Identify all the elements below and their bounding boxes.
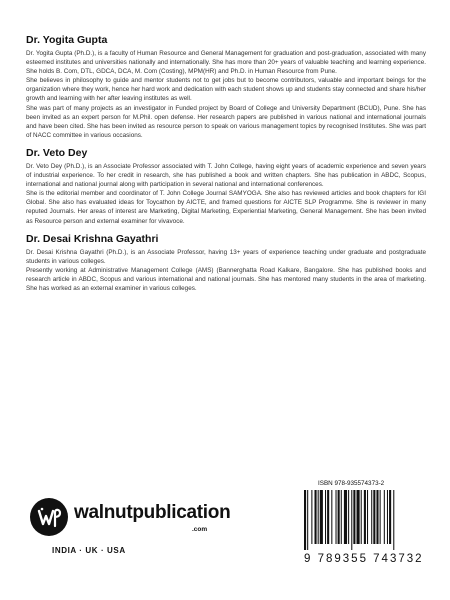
author-bio-paragraph: Dr. Veto Dey (Ph.D.), is an Associate Professor associated with T. John College, having eight years of academic experience and seven years of industrial experience. To her credit in research, she has published a book and written chapters. She has publication in ABDC, Scopus, international and national journal along with participation in several national and international conferences. <box>26 162 426 189</box>
publisher-logo <box>30 498 240 538</box>
author-section-yogita-gupta <box>26 34 426 140</box>
author-bio-paragraph: Dr. Yogita Gupta (Ph.D.), is a faculty of Human Resource and General Management for graduation and post-graduation, associated with many esteemed institutes and universities nationally and internationally. She has more than 20+ years of valuable teaching and learning experience. She holds B. Com, DTL, GDCA, DCA, M. Com (Costing), MPM(HR) and Ph.D. in Human Resource from Pune. <box>26 50 426 76</box>
isbn-label: ISBN 978-935574373-2 <box>318 480 385 487</box>
isbn-barcode <box>300 490 420 550</box>
publisher-name: walnutpublication <box>74 502 231 523</box>
author-bio-paragraph: She was part of many projects as an investigator in Funded project by Board of College and University Department (BCUD), Pune. She has been invited as an expert person for M.Phil. open defense. Her research papers are published in various national and international journals and have been cited. She has been invited as resource person to speak on various management topics by recognised Institutes. She was part of NACC committee in various occasions. <box>26 104 426 139</box>
author-name: Dr. Veto Dey <box>26 146 88 159</box>
author-bio-paragraph: She believes in philosophy to guide and mentor students not to get jobs but to become contributors, valuable and important beings for the organization where they work, hence her hard work and dedication with each student shows up and students stay connected and share his/her growth and learning with her after leaving institutes as well. <box>26 77 426 103</box>
back-cover-footer <box>0 478 450 600</box>
author-bios <box>26 34 426 300</box>
author-bio-paragraph: Presently working at Administrative Management College (AMS) (Bannerghatta Road Kalkare, Bangalore. She has published books and research article in ABDC, Scopus and various international and national journals. She has mentored many students in the area of marketing. She has worked as an external examiner in various colleges. <box>26 266 426 292</box>
author-bio-paragraph: Dr. Desai Krishna Gayathri (Ph.D.), is an Associate Professor, having 13+ years of experience teaching under graduate and postgraduate students in various colleges. <box>26 248 426 265</box>
author-section-veto-dey <box>26 147 426 226</box>
author-bio-paragraph: She is the editorial member and coordinator of T. John College Journal SAMYOGA. She also has reviewed articles and book chapters for IGI Global. She also has evaluated ideas for Toycathon by AICTE, and framed questions for AICTE SLP Programme. She is reviewer in many reputed Journals. Her areas of interest are Marketing, Digital Marketing, Experiential Marketing, General Management. She has been invited as Resource person and external examiner for vivavoce. <box>26 190 426 225</box>
author-name: Dr. Yogita Gupta <box>26 34 108 46</box>
author-name: Dr. Desai Krishna Gayathri <box>26 232 159 245</box>
publisher-domain-suffix: .com <box>192 526 208 533</box>
walnut-logo-icon <box>30 498 68 536</box>
author-section-desai-krishna-gayathri <box>26 233 426 293</box>
isbn-barcode-digits: 9 789355 743732 <box>304 553 424 565</box>
publisher-regions: INDIA · UK · USA <box>52 546 126 555</box>
